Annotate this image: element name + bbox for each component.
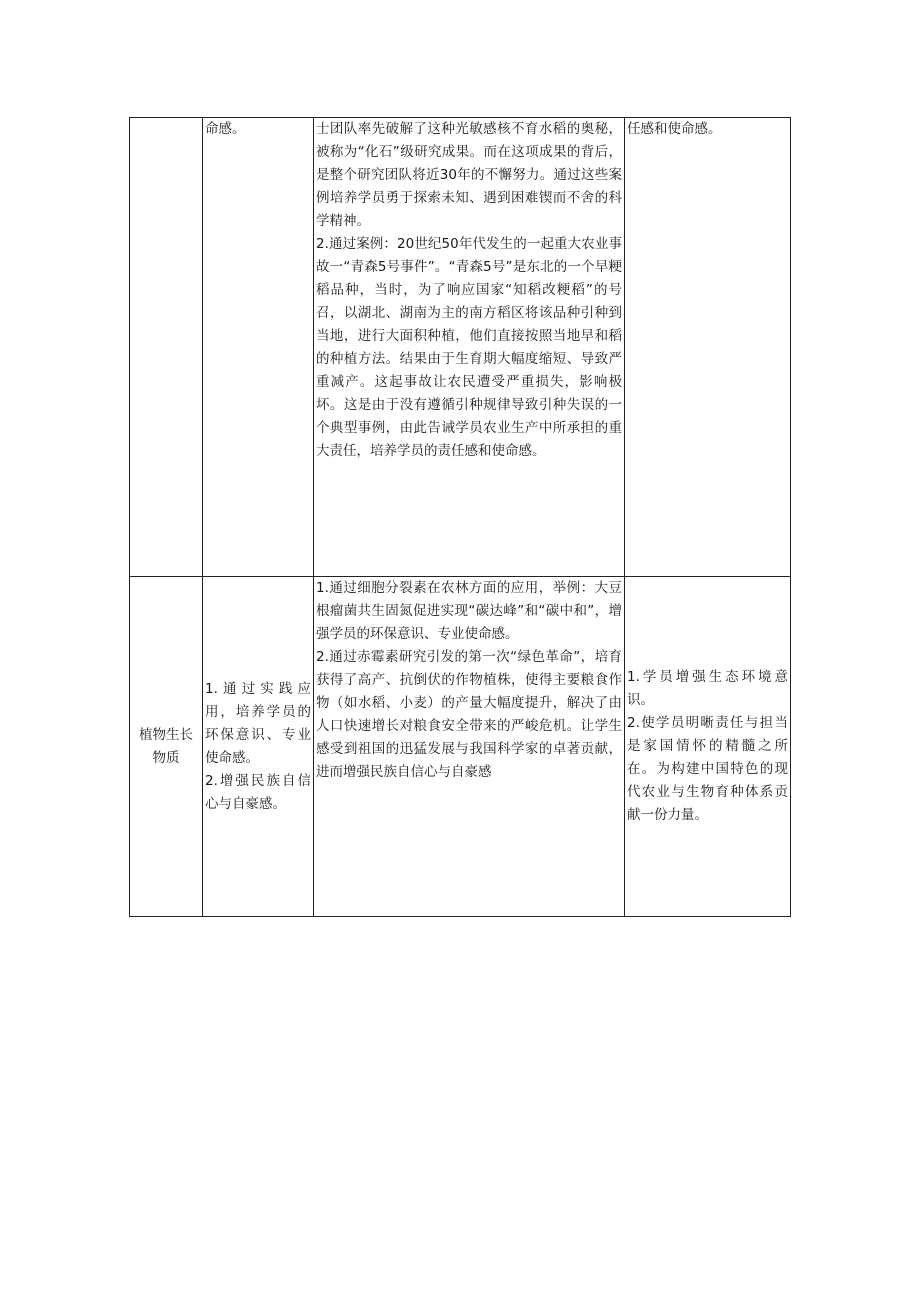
topic-cell (130, 118, 203, 577)
table-row (130, 577, 791, 917)
outcome-text: 1.学员增强生态环境意识。 (627, 669, 788, 708)
ideological-education-table (129, 117, 791, 917)
goal-text: 2.增强民族自信心与自豪感。 (205, 772, 311, 812)
case-paragraph: 2.通过赤霉素研究引发的第一次“绿色革命”，培育获得了高产、抗倒伏的作物植株，使得主要粮食作物（如水稻、小麦）的产量大幅度提升，解决了由人口快速增长对粮食安全带来的严峻危机。让学生感受到祖国的迅猛发展与我国科学家的卓著贡献，进而增强民族自信心与自豪感 (316, 649, 622, 780)
cases-cell (314, 118, 625, 577)
goal-text: 命感。 (205, 121, 246, 137)
case-paragraph: 士团队率先破解了这种光敏感核不育水稻的奥秘，被称为“化石”级研究成果。而在这项成果的背后，是整个研究团队将近30年的不懈努力。通过这些案例培养学员勇于探索未知、遇到困难锲而不舍的科学精神。 (316, 121, 622, 229)
outcome-text: 任感和使命感。 (627, 121, 722, 137)
goals-cell (203, 118, 314, 577)
table-row (130, 118, 791, 577)
outcome-text: 2.使学员明晰责任与担当是家国情怀的精髓之所在。为构建中国特色的现代农业与生物育种体系贡献一份力量。 (627, 715, 788, 823)
cases-cell (314, 577, 625, 917)
case-paragraph: 1.通过细胞分裂素在农林方面的应用，举例：大豆根瘤菌共生固氮促进实现“碳达峰”和“碳中和”，增强学员的环保意识、专业使命感。 (316, 580, 622, 642)
topic-label: 植物生长物质 (139, 726, 193, 766)
goals-cell (203, 577, 314, 917)
outcomes-cell (625, 118, 791, 577)
goal-text: 1.通过实践应用，培养学员的环保意识、专业使命感。 (205, 680, 311, 766)
outcomes-cell (625, 577, 791, 917)
topic-cell (130, 577, 203, 917)
case-paragraph: 2.通过案例：20世纪50年代发生的一起重大农业事故一“青森5号事件”。“青森5号”是东北的一个早粳稻品种，当时，为了响应国家“知稻改粳稻”的号召，以湖北、湖南为主的南方稻区将该品种引种到当地，进行大面积种植，他们直接按照当地早和稻的种植方法。结果由于生育期大幅度缩短、导致严重减产。这起事故让农民遭受严重损失，影响极坏。这是由于没有遵循引种规律导致引种失误的一个典型事例，由此告诫学员农业生产中所承担的重大责任，培养学员的责任感和使命感。 (316, 236, 622, 459)
